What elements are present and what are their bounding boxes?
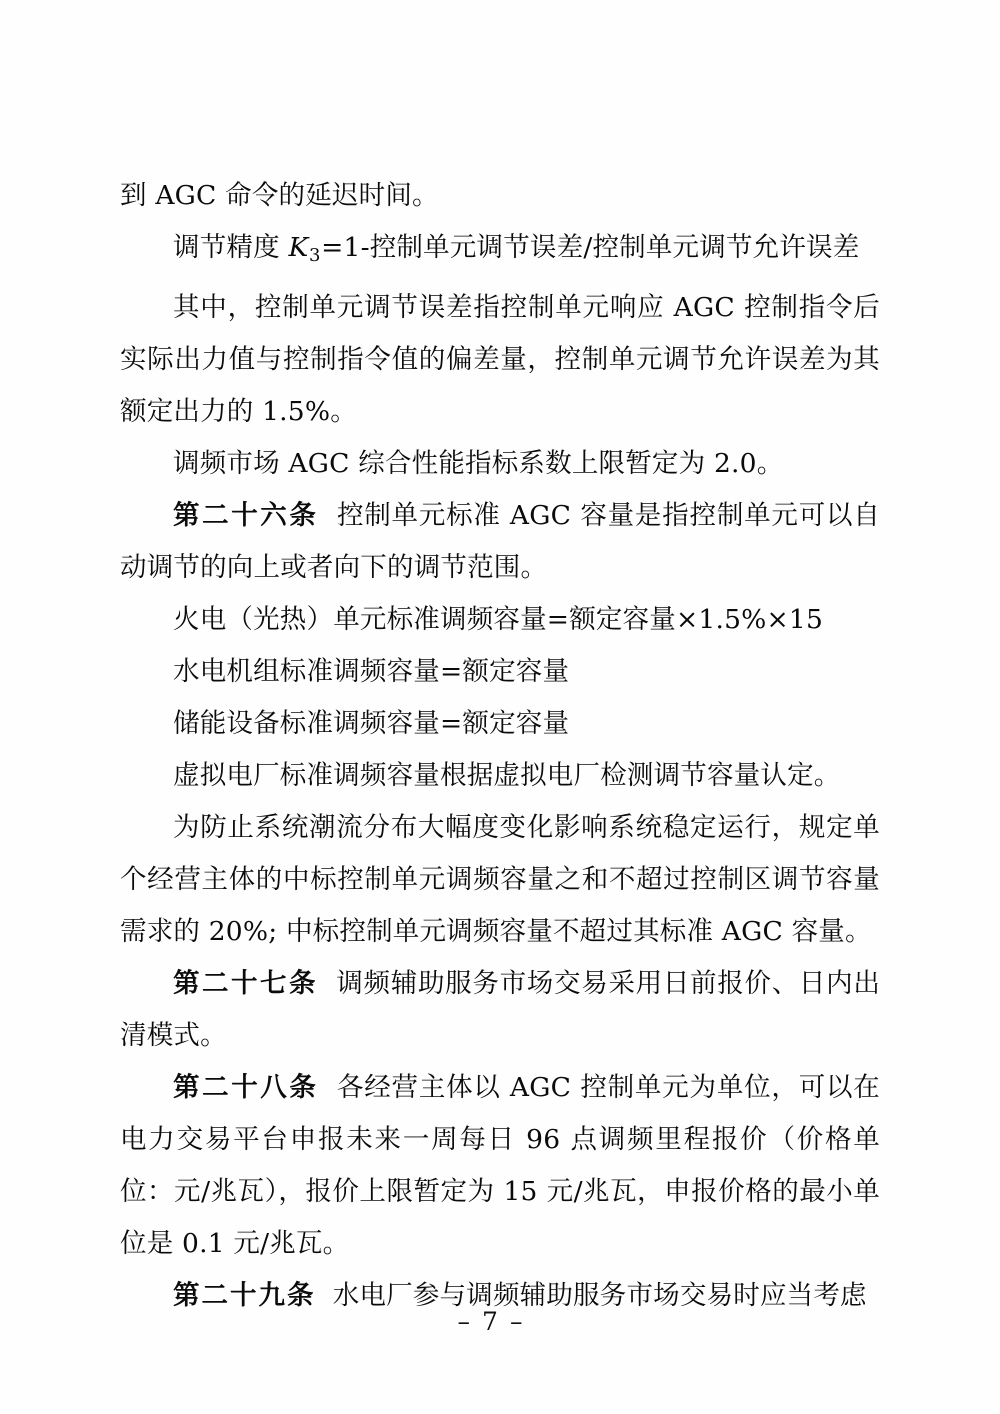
article-28-label: 第二十八条: [173, 1072, 319, 1104]
paragraph-2-suffix: =1-控制单元调节误差/控制单元调节允许误差: [321, 232, 860, 263]
paragraph-4: [120, 438, 880, 490]
document-body: [120, 170, 880, 1322]
paragraph-10: [120, 802, 880, 958]
variable-k: K: [288, 232, 309, 263]
paragraph-article-27: [120, 958, 880, 1062]
paragraph-9-text: 虚拟电厂标准调频容量根据虚拟电厂检测调节容量认定。: [173, 760, 841, 792]
paragraph-3: [120, 282, 880, 438]
paragraph-3-text: 其中，控制单元调节误差指控制单元响应 AGC 控制指令后实际出力值与控制指令值的偏差量，控制单元调节允许误差为其额定出力的 1.5%。: [120, 292, 880, 428]
article-27-label: 第二十七条: [173, 968, 319, 1000]
paragraph-8-formula-storage: [120, 698, 880, 750]
paragraph-8-text: 储能设备标准调频容量=额定容量: [173, 708, 570, 740]
page-number-value: 7: [482, 1307, 500, 1336]
paragraph-6-formula-thermal: [120, 594, 880, 646]
paragraph-article-28: [120, 1062, 880, 1270]
article-28-text: 各经营主体以 AGC 控制单元为单位，可以在电力交易平台申报未来一周每日 96 点调频里程报价（价格单位：元/兆瓦），报价上限暂定为 15 元/兆瓦，申报价格的最小单位是 0.1 元/兆瓦。: [120, 1072, 880, 1260]
paragraph-article-26: [120, 490, 880, 594]
paragraph-7-text: 水电机组标准调频容量=额定容量: [173, 656, 570, 688]
paragraph-9-virtual-plant: [120, 750, 880, 802]
article-26-label: 第二十六条: [173, 500, 319, 532]
paragraph-1: [120, 170, 880, 222]
paragraph-1-text: 到 AGC 命令的延迟时间。: [120, 180, 439, 211]
paragraph-4-text: 调频市场 AGC 综合性能指标系数上限暂定为 2.0。: [173, 448, 784, 480]
article-27-text: 调频辅助服务市场交易采用日前报价、日内出清模式。: [120, 968, 881, 1052]
article-26-text: 控制单元标准 AGC 容量是指控制单元可以自动调节的向上或者向下的调节范围。: [120, 500, 880, 584]
article-29-text: 水电厂参与调频辅助服务市场交易时应当考虑: [332, 1280, 867, 1312]
paragraph-6-text: 火电（光热）单元标准调频容量=额定容量×1.5%×15: [173, 604, 824, 636]
article-29-label: 第二十九条: [173, 1280, 316, 1312]
variable-k-subscript: 3: [308, 245, 321, 267]
paragraph-2-prefix: 调节精度: [173, 232, 289, 263]
paragraph-7-formula-hydro: [120, 646, 880, 698]
paragraph-10-text: 为防止系统潮流分布大幅度变化影响系统稳定运行，规定单个经营主体的中标控制单元调频容量之和不超过控制区调节容量需求的 20%; 中标控制单元调频容量不超过其标准 AGC 容量。: [120, 812, 880, 948]
paragraph-2-formula: [120, 222, 880, 282]
page-number-dash-left: –: [457, 1307, 473, 1336]
page-number-dash-right: –: [509, 1307, 525, 1336]
page-number: [0, 1307, 1000, 1336]
